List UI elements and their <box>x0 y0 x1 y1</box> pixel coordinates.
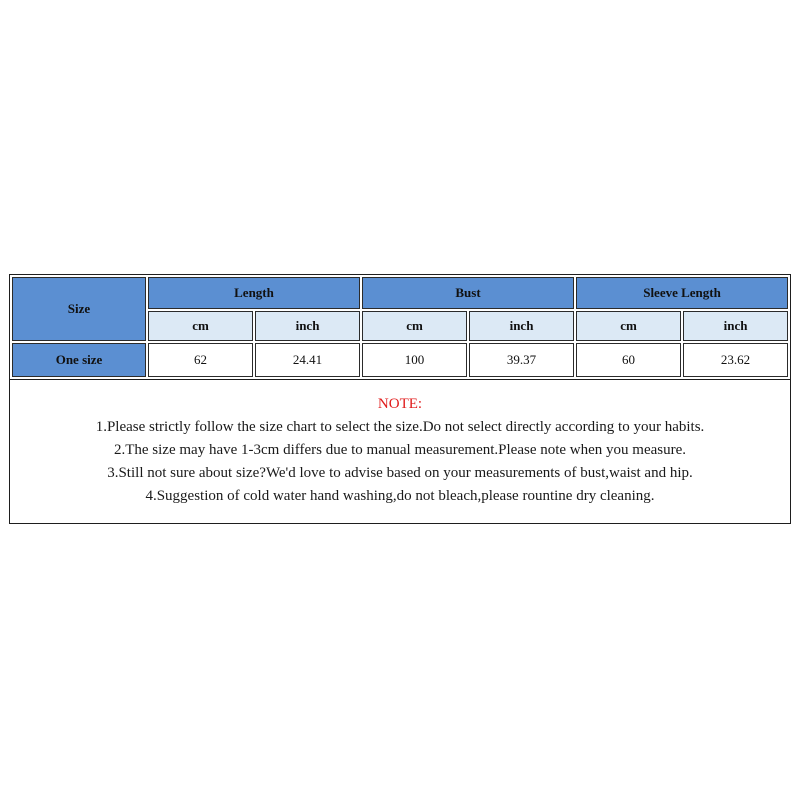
unit-cell: inch <box>683 311 788 341</box>
value-cell: 23.62 <box>683 343 788 377</box>
unit-cell: cm <box>576 311 681 341</box>
unit-cell: inch <box>255 311 360 341</box>
size-table <box>10 275 790 379</box>
group-header-length: Length <box>148 277 360 309</box>
header-row <box>12 277 788 309</box>
note-line: 3.Still not sure about size?We'd love to advise based on your measurements of bust,waist and hip. <box>107 465 693 481</box>
notes-section <box>10 393 790 508</box>
section-divider <box>10 379 790 380</box>
note-line: 4.Suggestion of cold water hand washing,do not bleach,please rountine dry cleaning. <box>145 488 655 504</box>
value-cell: 100 <box>362 343 467 377</box>
note-line: 1.Please strictly follow the size chart to select the size.Do not select directly according to your habits. <box>95 419 705 435</box>
value-cell: 62 <box>148 343 253 377</box>
unit-cell: cm <box>148 311 253 341</box>
value-cell: 39.37 <box>469 343 574 377</box>
value-cell: 60 <box>576 343 681 377</box>
unit-cell: inch <box>469 311 574 341</box>
note-line: 2.The size may have 1-3cm differs due to manual measurement.Please note when you measure. <box>113 442 687 458</box>
group-header-bust: Bust <box>362 277 574 309</box>
size-chart <box>9 274 791 524</box>
table-row <box>12 343 788 377</box>
unit-cell: cm <box>362 311 467 341</box>
note-title: NOTE: <box>377 396 423 412</box>
row-label: One size <box>12 343 146 377</box>
group-header-sleeve-length: Sleeve Length <box>576 277 788 309</box>
size-header: Size <box>12 277 146 341</box>
value-cell: 24.41 <box>255 343 360 377</box>
